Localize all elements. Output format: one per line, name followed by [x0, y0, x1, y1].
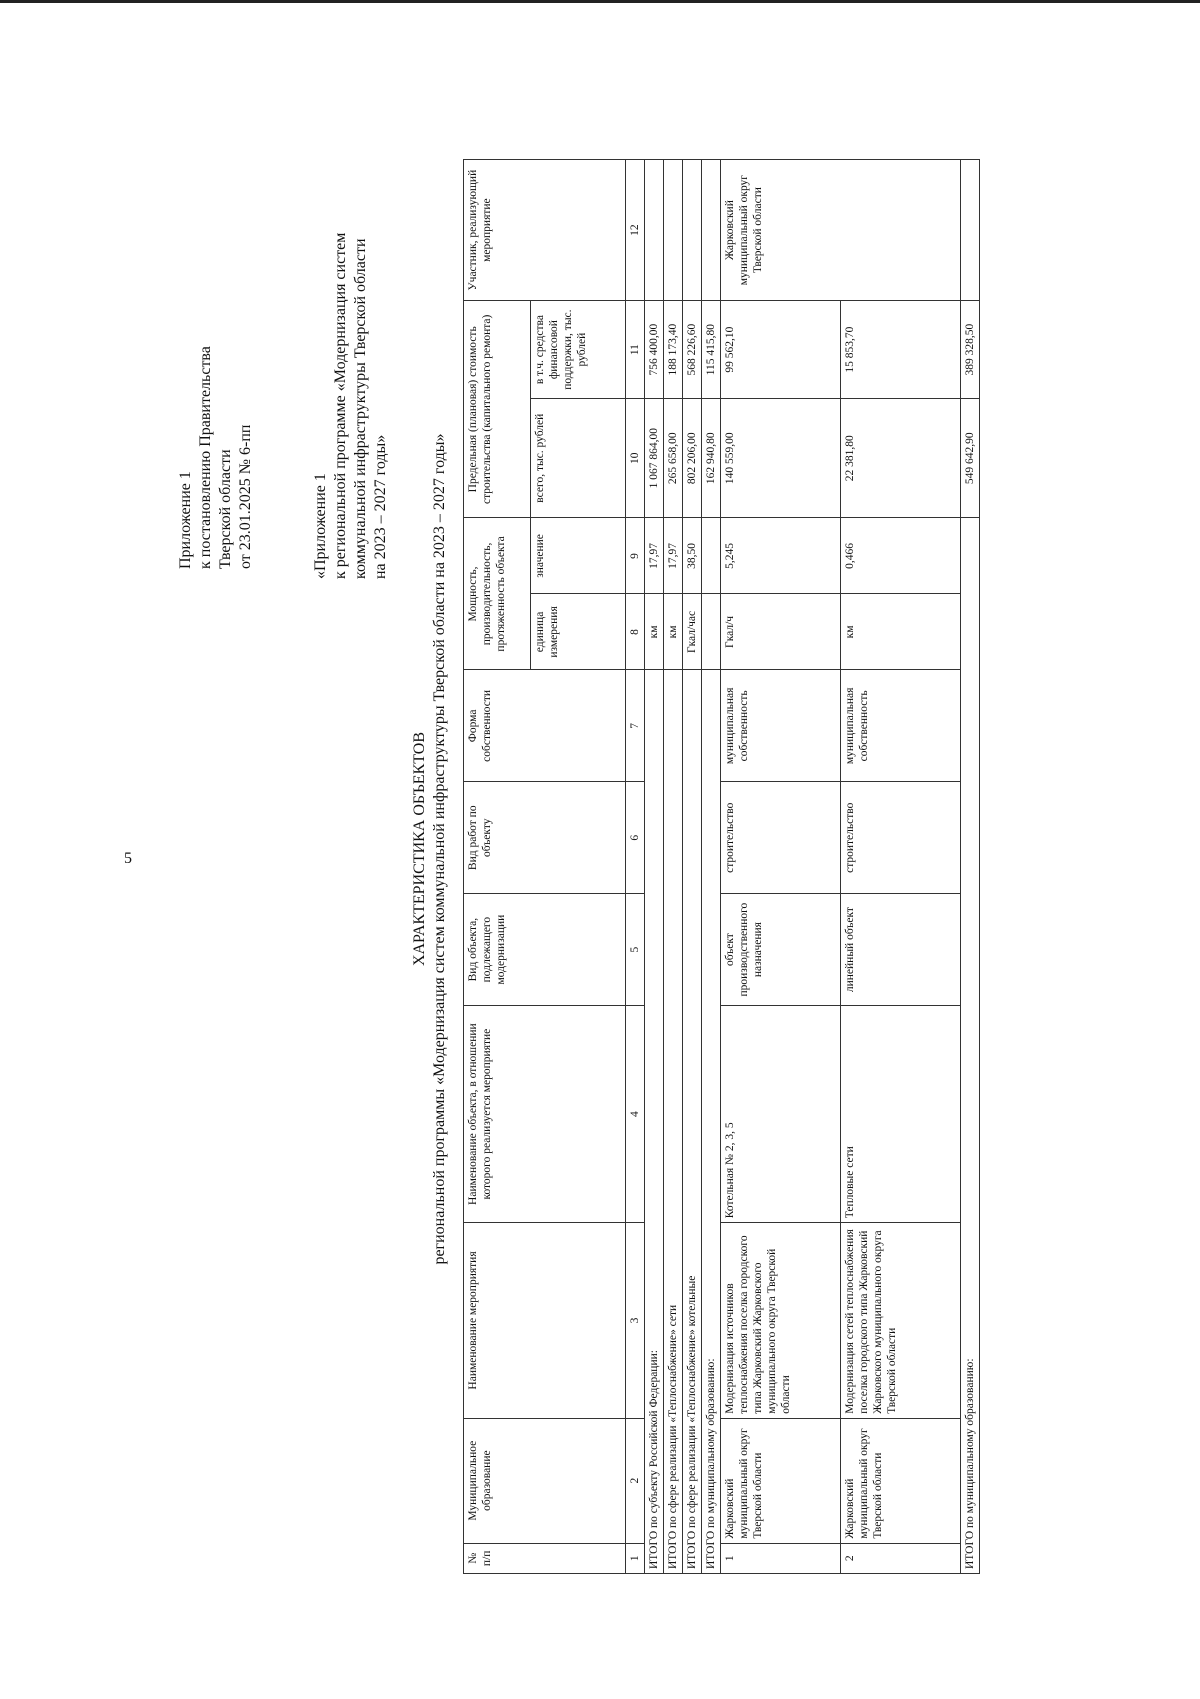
col-number: 3 [626, 1223, 645, 1418]
header-value: значение [531, 518, 626, 594]
appendix-line: коммунальной инфраструктуры Тверской области [352, 238, 369, 579]
total-label: ИТОГО по сфере реализации «Теплоснабжение» сети [664, 670, 683, 1574]
appendix-line: к региональной программе «Модернизация систем [332, 232, 349, 579]
column-number-row [626, 160, 645, 1574]
row-value: 0,466 [841, 518, 961, 594]
row-municipality: Жарковский муниципальный округ Тверской области [721, 1418, 841, 1543]
row-no: 1 [721, 1543, 841, 1573]
total-value: 17,97 [664, 518, 683, 594]
total-value [702, 518, 721, 594]
appendix-line: на 2023 – 2027 годы» [372, 434, 389, 579]
total-participant [645, 160, 664, 301]
page-number: 5 [124, 850, 132, 867]
total-support: 756 400,00 [645, 301, 664, 399]
total-unit: Гкал/час [683, 594, 702, 670]
header-unit: единица измерения [531, 594, 626, 670]
row-cost-total: 22 381,80 [841, 398, 961, 517]
row-object-name: Котельная № 2, 3, 5 [721, 1006, 841, 1223]
total-label: ИТОГО по субъекту Российской Федерации: [645, 670, 664, 1574]
program-appendix-header [311, 233, 391, 579]
total-row [702, 160, 721, 1574]
appendix-line: от 23.01.2025 № 6-пп [237, 424, 254, 569]
row-object-type: объект производственного назначения [721, 894, 841, 1006]
row-event: Модернизация источников теплоснабжения поселка городского типа Жарковский Жарковского муниципального округа Тверской области [721, 1223, 841, 1418]
subtitle-line: региональной программы «Модернизация систем коммунальной инфраструктуры Тверской области на 2023 – 2027 годы» [431, 433, 448, 1265]
col-number: 10 [626, 398, 645, 517]
row-event: Модернизация сетей теплоснабжения поселка городского типа Жарковский Жарковского муниципального округа Тверской области [841, 1223, 961, 1418]
total-unit: км [645, 594, 664, 670]
total-support: 188 173,40 [664, 301, 683, 399]
row-no: 2 [841, 1543, 961, 1573]
col-number: 7 [626, 670, 645, 782]
header-cost: Предельная (плановая) стоимость строительства (капитального ремонта) [464, 301, 531, 518]
row-cost-support: 15 853,70 [841, 301, 961, 399]
col-number: 8 [626, 594, 645, 670]
col-number: 1 [626, 1543, 645, 1573]
document-title [410, 159, 450, 1539]
total-label: ИТОГО по муниципальному образованию: [702, 670, 721, 1574]
objects-table [463, 159, 980, 1574]
total-support: 568 226,60 [683, 301, 702, 399]
header-object-name: Наименование объекта, в отношении которого реализуется мероприятие [464, 1006, 626, 1223]
row-work-type: строительство [841, 782, 961, 894]
row-object-type: линейный объект [841, 894, 961, 1006]
total-cost: 265 658,00 [664, 398, 683, 517]
header-no: № п/п [464, 1543, 626, 1573]
col-number: 11 [626, 301, 645, 399]
row-unit: Гкал/ч [721, 594, 841, 670]
row-participant: Жарковский муниципальный округ Тверской области [721, 160, 961, 301]
total-row [683, 160, 702, 1574]
total-participant [683, 160, 702, 301]
total-row [664, 160, 683, 1574]
appendix-header [176, 346, 256, 569]
col-number: 9 [626, 518, 645, 594]
row-object-name: Тепловые сети [841, 1006, 961, 1223]
appendix-line: «Приложение 1 [312, 473, 329, 579]
total-participant [664, 160, 683, 301]
total-label: ИТОГО по сфере реализации «Теплоснабжение» котельные [683, 670, 702, 1574]
row-municipality: Жарковский муниципальный округ Тверской области [841, 1418, 961, 1543]
appendix-line: к постановлению Правительства [197, 346, 214, 569]
row-cost-total: 140 559,00 [721, 398, 841, 517]
final-total-participant [961, 160, 980, 301]
header-participant: Участник, реализующий мероприятие [464, 160, 626, 301]
final-total-support: 389 328,50 [961, 301, 980, 399]
header-municipality: Муниципальное образование [464, 1418, 626, 1543]
row-ownership: муниципальная собственность [721, 670, 841, 782]
total-participant [702, 160, 721, 301]
col-number: 2 [626, 1418, 645, 1543]
row-value: 5,245 [721, 518, 841, 594]
total-row [645, 160, 664, 1574]
final-total-cost: 549 642,90 [961, 398, 980, 517]
col-number: 6 [626, 782, 645, 894]
row-ownership: муниципальная собственность [841, 670, 961, 782]
table-header-row [464, 160, 531, 1574]
final-total-label: ИТОГО по муниципальному образованию: [961, 518, 980, 1574]
total-support: 115 415,80 [702, 301, 721, 399]
title-line: ХАРАКТЕРИСТИКА ОБЪЕКТОВ [411, 731, 428, 967]
row-work-type: строительство [721, 782, 841, 894]
appendix-line: Приложение 1 [177, 471, 194, 569]
total-cost: 1 067 864,00 [645, 398, 664, 517]
col-number: 5 [626, 894, 645, 1006]
total-cost: 162 940,80 [702, 398, 721, 517]
header-cost-total: всего, тыс. рублей [531, 398, 626, 517]
header-ownership: Форма собственности [464, 670, 626, 782]
header-event: Наименование мероприятия [464, 1223, 626, 1418]
table-row [721, 160, 841, 1574]
total-cost: 802 206,00 [683, 398, 702, 517]
col-number: 12 [626, 160, 645, 301]
header-cost-support: в т.ч. средства финансовой поддержки, тыс. рублей [531, 301, 626, 399]
header-capacity: Мощность, производительность, протяженность объекта [464, 518, 531, 670]
total-unit: км [664, 594, 683, 670]
final-total-row [961, 160, 980, 1574]
row-cost-support: 99 562,10 [721, 301, 841, 399]
table-row [841, 160, 961, 1574]
appendix-line: Тверской области [217, 449, 234, 569]
total-unit [702, 594, 721, 670]
header-object-type: Вид объекта, подлежащего модернизации [464, 894, 626, 1006]
row-unit: км [841, 594, 961, 670]
total-value: 38,50 [683, 518, 702, 594]
header-work-type: Вид работ по объекту [464, 782, 626, 894]
col-number: 4 [626, 1006, 645, 1223]
total-value: 17,97 [645, 518, 664, 594]
